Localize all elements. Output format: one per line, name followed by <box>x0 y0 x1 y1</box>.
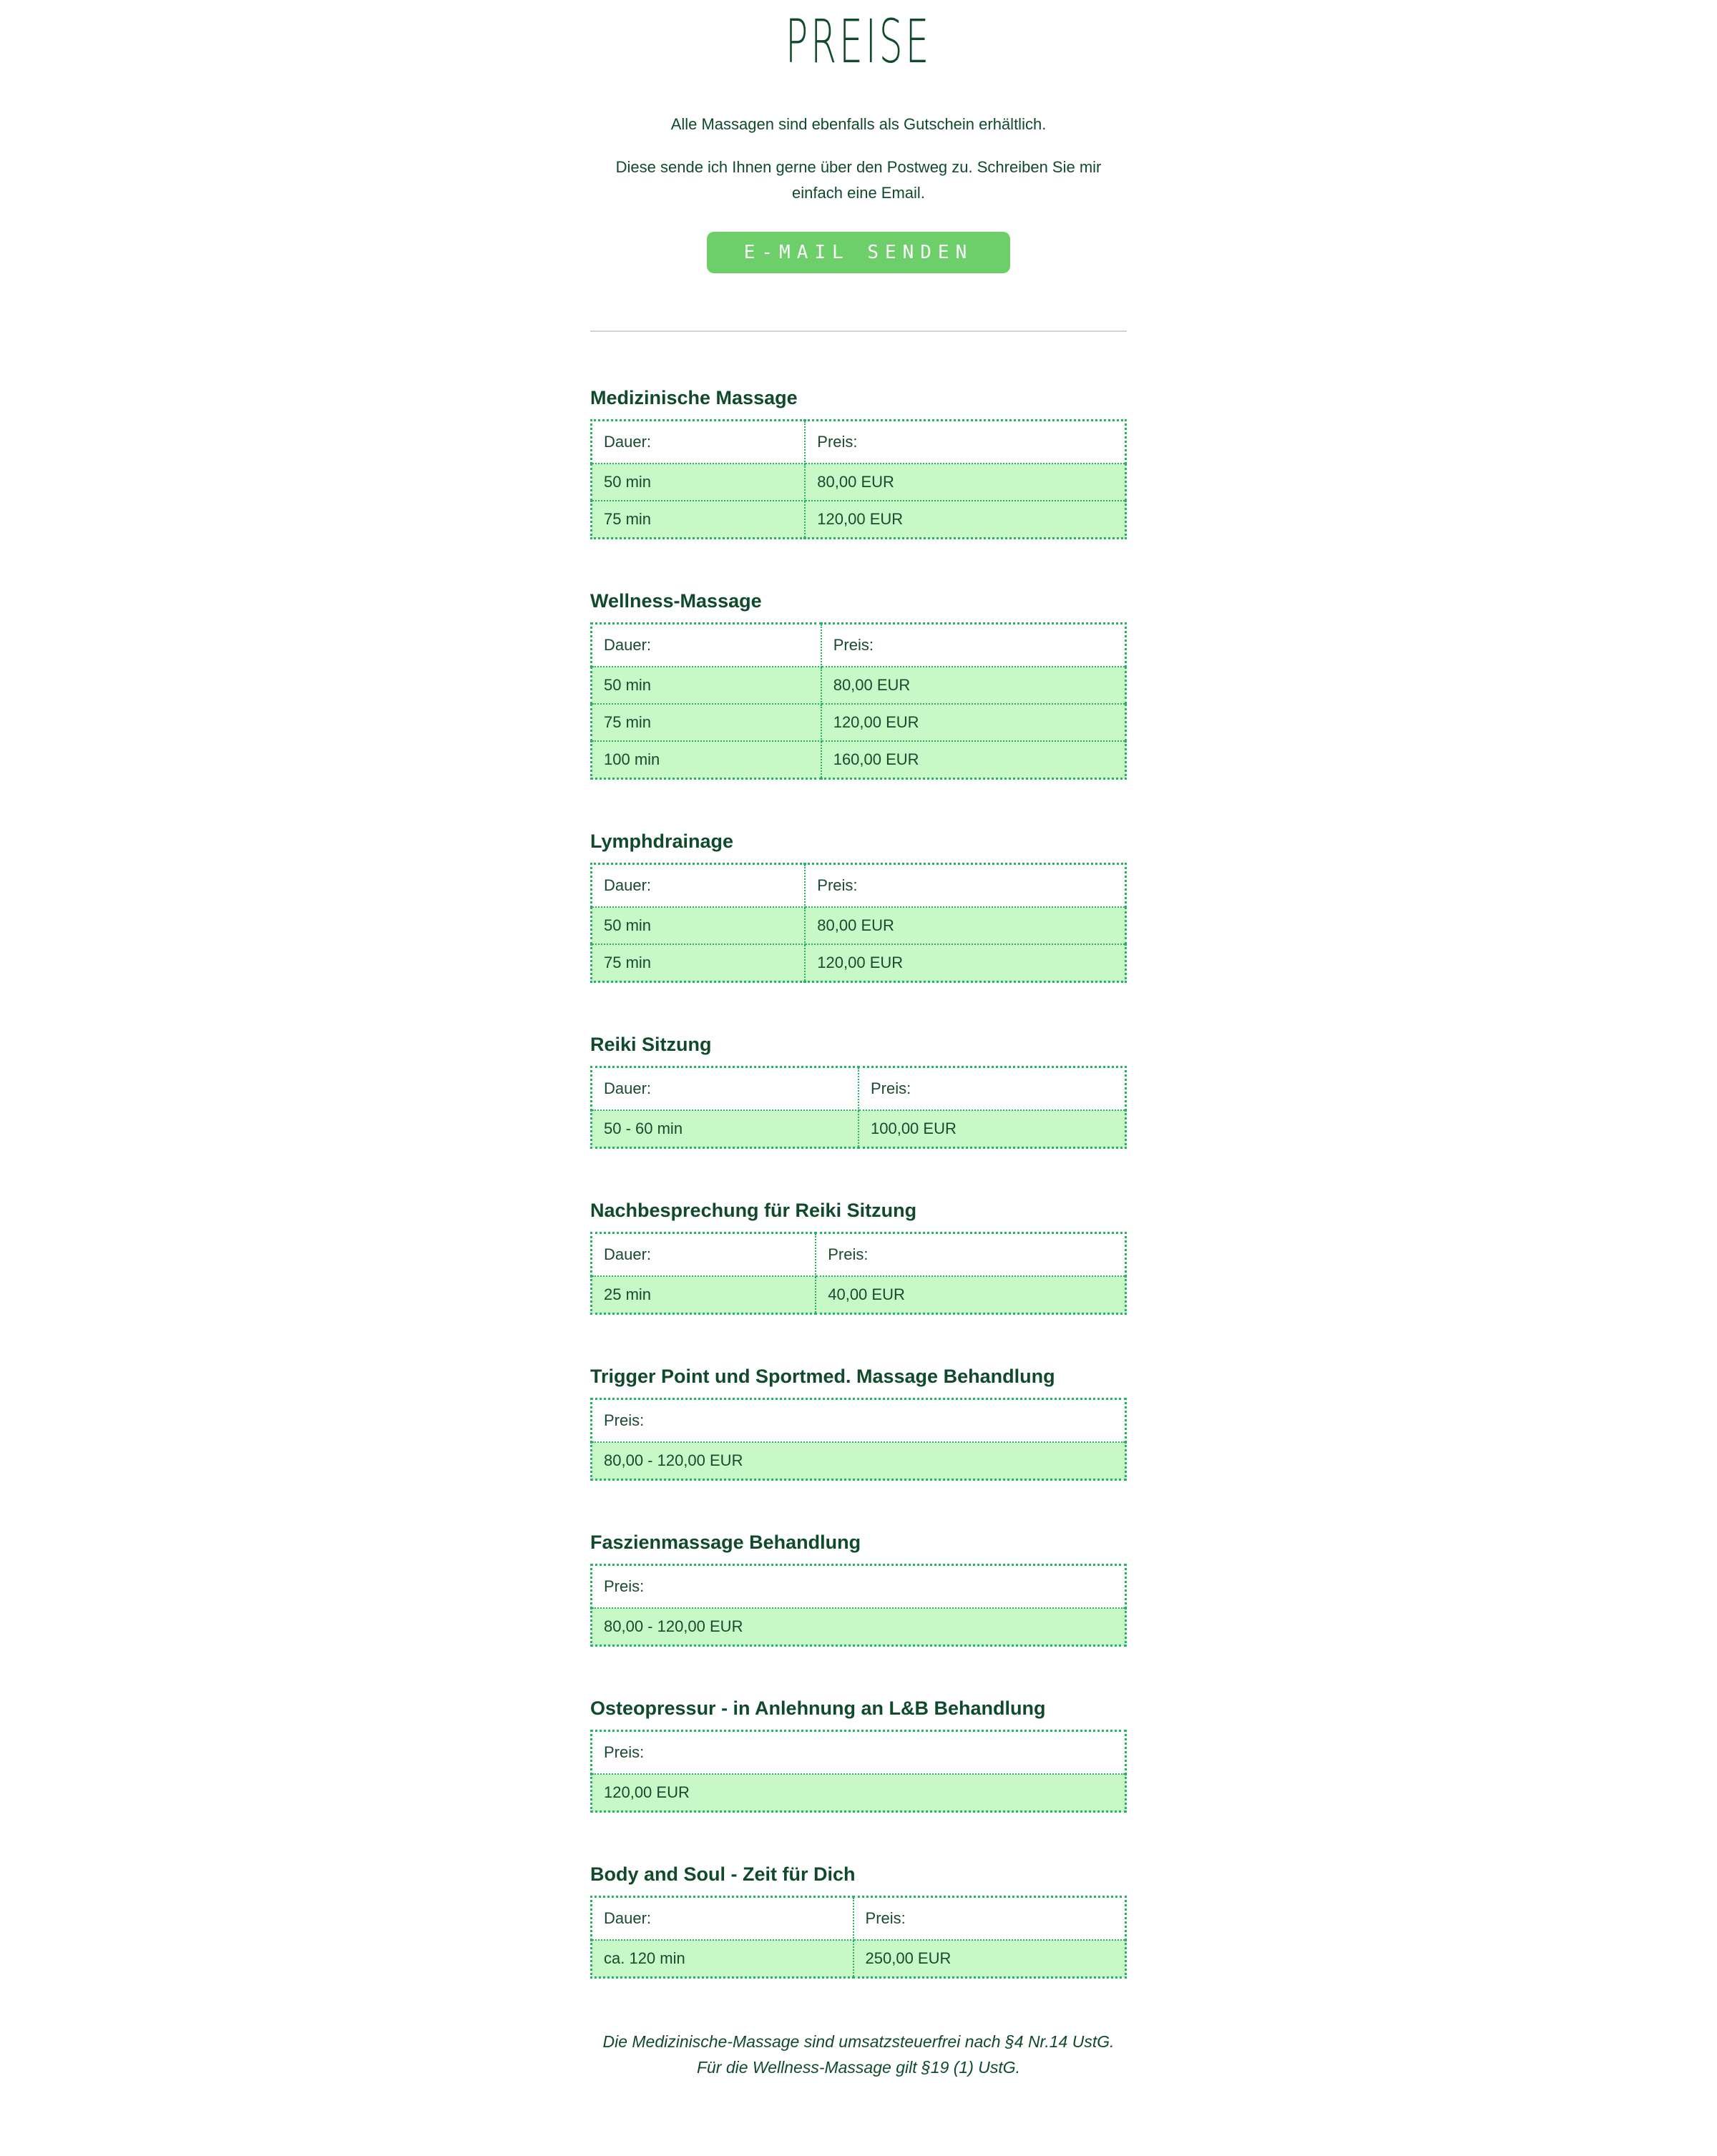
price-header: Preis: <box>592 1399 1126 1443</box>
price-section <box>590 830 1127 983</box>
price-table <box>590 1896 1127 1979</box>
price-page <box>590 0 1127 2080</box>
price-cell: 160,00 EUR <box>821 741 1126 779</box>
price-cell: 80,00 - 120,00 EUR <box>592 1608 1126 1646</box>
duration-cell: 50 min <box>592 907 806 944</box>
duration-cell: 75 min <box>592 944 806 982</box>
price-cell: 100,00 EUR <box>858 1110 1126 1148</box>
table-row <box>592 667 1126 704</box>
table-row <box>592 1940 1126 1978</box>
table-header-row <box>592 1399 1126 1443</box>
section-title: Nachbesprechung für Reiki Sitzung <box>590 1200 917 1221</box>
price-section <box>590 1365 1127 1481</box>
price-section <box>590 1033 1127 1149</box>
duration-cell: 50 - 60 min <box>592 1110 859 1148</box>
page-title: PREISE <box>785 6 932 77</box>
price-cell: 120,00 EUR <box>805 944 1125 982</box>
price-header: Preis: <box>858 1067 1126 1111</box>
table-header-row <box>592 1233 1126 1277</box>
divider <box>590 330 1127 332</box>
duration-cell: 75 min <box>592 704 821 741</box>
price-section <box>590 1199 1127 1315</box>
section-title: Faszienmassage Behandlung <box>590 1532 861 1553</box>
duration-header: Dauer: <box>592 864 806 908</box>
table-row <box>592 907 1126 944</box>
price-table <box>590 1066 1127 1149</box>
section-title: Wellness-Massage <box>590 590 762 612</box>
table-row <box>592 1442 1126 1480</box>
section-title: Osteopressur - in Anlehnung an L&B Behandlung <box>590 1697 1046 1719</box>
price-sections <box>590 386 1127 1979</box>
price-header: Preis: <box>821 624 1126 667</box>
price-cell: 120,00 EUR <box>805 501 1125 539</box>
duration-cell: 100 min <box>592 741 821 779</box>
section-title: Lymphdrainage <box>590 830 734 852</box>
table-header-row <box>592 864 1126 908</box>
table-row <box>592 1276 1126 1314</box>
table-header-row <box>592 1067 1126 1111</box>
table-row <box>592 1774 1126 1812</box>
price-header: Preis: <box>853 1897 1126 1941</box>
table-header-row <box>592 421 1126 464</box>
price-cell: 80,00 EUR <box>805 907 1125 944</box>
price-header: Preis: <box>805 421 1125 464</box>
price-table <box>590 1730 1127 1813</box>
duration-header: Dauer: <box>592 1233 816 1277</box>
price-cell: 120,00 EUR <box>592 1774 1126 1812</box>
price-table <box>590 622 1127 780</box>
table-header-row <box>592 1565 1126 1609</box>
table-header-row <box>592 1731 1126 1775</box>
price-table <box>590 863 1127 983</box>
price-table <box>590 1564 1127 1647</box>
price-cell: 80,00 EUR <box>805 464 1125 501</box>
section-title: Medizinische Massage <box>590 387 798 408</box>
price-section <box>590 1697 1127 1813</box>
table-header-row <box>592 624 1126 667</box>
tax-note <box>590 2029 1127 2080</box>
price-cell: 80,00 EUR <box>821 667 1126 704</box>
duration-cell: 75 min <box>592 501 806 539</box>
duration-cell: 50 min <box>592 667 821 704</box>
price-cell: 120,00 EUR <box>821 704 1126 741</box>
price-header: Preis: <box>805 864 1125 908</box>
section-title: Body and Soul - Zeit für Dich <box>590 1863 856 1885</box>
duration-header: Dauer: <box>592 624 821 667</box>
price-section <box>590 589 1127 780</box>
table-row <box>592 464 1126 501</box>
tax-note-line1: Die Medizinische-Massage sind umsatzsteuerfrei nach §4 Nr.14 UstG. <box>602 2032 1115 2051</box>
table-row <box>592 741 1126 779</box>
price-table <box>590 1398 1127 1481</box>
table-row <box>592 501 1126 539</box>
table-header-row <box>592 1897 1126 1941</box>
duration-header: Dauer: <box>592 421 806 464</box>
price-section <box>590 386 1127 539</box>
section-title: Trigger Point und Sportmed. Massage Behandlung <box>590 1366 1055 1387</box>
duration-cell: 50 min <box>592 464 806 501</box>
price-header: Preis: <box>592 1731 1126 1775</box>
table-row <box>592 704 1126 741</box>
duration-header: Dauer: <box>592 1897 853 1941</box>
duration-header: Dauer: <box>592 1067 859 1111</box>
price-cell: 40,00 EUR <box>816 1276 1125 1314</box>
price-section <box>590 1863 1127 1979</box>
send-email-button[interactable]: E-MAIL SENDEN <box>707 232 1010 273</box>
table-row <box>592 1110 1126 1148</box>
table-row <box>592 1608 1126 1646</box>
price-cell: 80,00 - 120,00 EUR <box>592 1442 1126 1480</box>
section-title: Reiki Sitzung <box>590 1034 712 1055</box>
voucher-info: Alle Massagen sind ebenfalls als Gutschein erhältlich. <box>670 115 1047 133</box>
duration-cell: 25 min <box>592 1276 816 1314</box>
price-section <box>590 1531 1127 1647</box>
tax-note-line2: Für die Wellness-Massage gilt §19 (1) UstG. <box>696 2058 1021 2077</box>
duration-cell: ca. 120 min <box>592 1940 853 1978</box>
price-cell: 250,00 EUR <box>853 1940 1126 1978</box>
price-header: Preis: <box>816 1233 1125 1277</box>
postal-info: Diese sende ich Ihnen gerne über den Postweg zu. Schreiben Sie mir einfach eine Email. <box>615 158 1102 202</box>
price-table <box>590 419 1127 539</box>
table-row <box>592 944 1126 982</box>
price-header: Preis: <box>592 1565 1126 1609</box>
price-table <box>590 1232 1127 1315</box>
